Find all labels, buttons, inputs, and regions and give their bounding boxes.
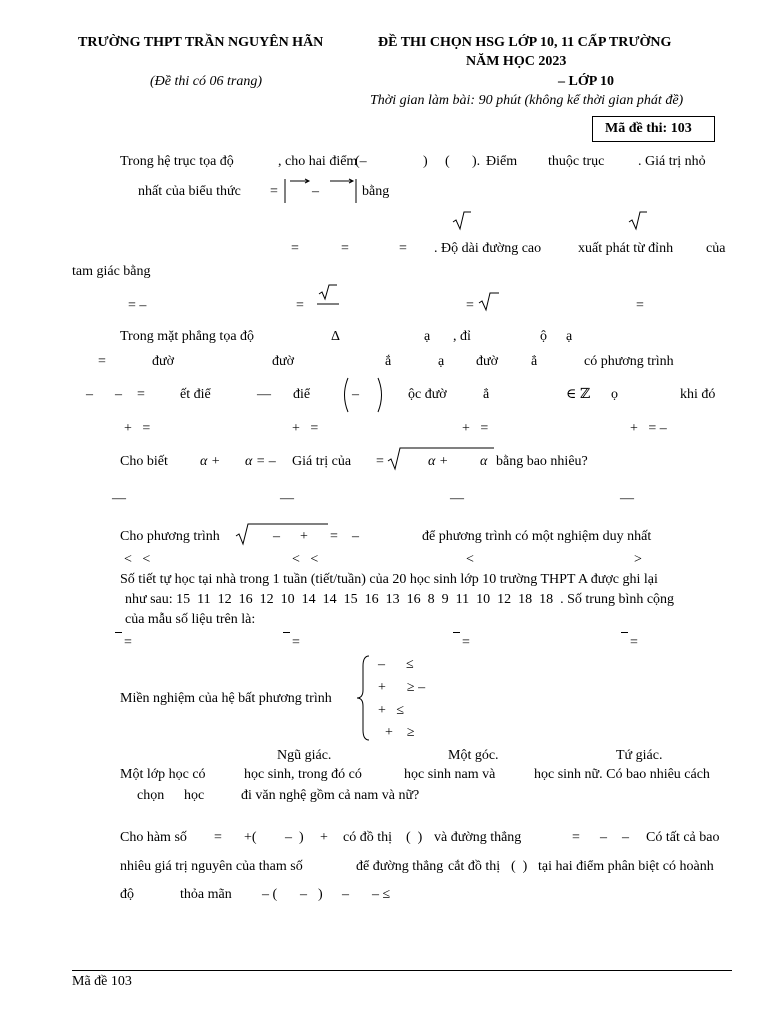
q3-math: Δ xyxy=(331,329,341,344)
q4-option-c: — xyxy=(450,491,464,506)
q5-math: = xyxy=(330,529,338,544)
sqrt-symbol xyxy=(234,522,330,546)
q9-math: – ( xyxy=(262,887,278,902)
q3-option-d: + = – xyxy=(630,421,667,436)
q8-text: học sinh nam và xyxy=(404,767,496,782)
time-note: Thời gian làm bài: 90 phút (không kể thời gian phát đề) xyxy=(370,93,684,108)
q3-text: Trong mặt phẳng tọa độ xyxy=(120,329,255,344)
q7-option-c: Tứ giác. xyxy=(616,748,663,763)
q4-math: = xyxy=(376,454,384,469)
q9-text: có đồ thị xyxy=(343,830,392,845)
q1-math: ) xyxy=(423,154,428,169)
q9-text: để đường thẳng xyxy=(356,859,444,874)
q9-text: thỏa mãn xyxy=(180,887,232,902)
q2-text: . Độ dài đường cao xyxy=(434,241,542,256)
exam-code: Mã đề thi: 103 xyxy=(605,121,692,136)
q1-text: Trong hệ trục tọa độ xyxy=(120,154,234,169)
q8-text: Một lớp học có xyxy=(120,767,206,782)
q1-text: bằng xyxy=(362,184,390,199)
q9-math: – xyxy=(285,830,292,845)
q1-math: = xyxy=(270,184,278,199)
q9-math: ( ) xyxy=(511,859,528,874)
q7-option-b: Một góc. xyxy=(448,748,499,763)
q3-math: = xyxy=(98,354,106,369)
q1-text: nhất của biểu thức xyxy=(138,184,241,199)
q3-text: đườ xyxy=(272,354,294,369)
q9-math: – xyxy=(342,887,349,902)
q3-text: ạ xyxy=(424,329,431,344)
q1-text: , cho hai điểm xyxy=(278,154,358,169)
q7-inequality: + ≤ xyxy=(378,703,405,718)
exam-code-box xyxy=(592,116,715,142)
q6-text: Số tiết tự học tại nhà trong 1 tuần (tiết/tuần) của 20 học sinh lớp 10 trường THPT A được ghi lại xyxy=(120,572,658,587)
q2-text: xuất phát từ đỉnh xyxy=(578,241,674,256)
q2-math: = xyxy=(341,241,349,256)
q5-text: Cho phương trình xyxy=(120,529,220,544)
q8-text: học sinh nữ. Có bao nhiêu cách xyxy=(534,767,710,782)
q9-math: – xyxy=(300,887,307,902)
q4-math: α + xyxy=(200,454,221,469)
sqrt-symbol xyxy=(452,210,472,230)
q5-math: + xyxy=(300,529,308,544)
q3-text: , đỉ xyxy=(453,329,471,344)
q4-math: α + xyxy=(428,454,449,469)
q9-text: tại hai điểm phân biệt có hoành xyxy=(538,859,714,874)
q6-text: như sau: 15 11 12 16 12 10 14 14 15 16 13 16 8 9 11 10 12 18 18 . Số trung bình cộng xyxy=(125,592,675,607)
system-brace xyxy=(355,654,371,742)
q1-text: thuộc trục xyxy=(548,154,605,169)
q3-math: — xyxy=(257,387,271,402)
q7-option-a: Ngũ giác. xyxy=(277,748,332,763)
grade-label: – LỚP 10 xyxy=(558,74,615,89)
q7-inequality: + ≥ – xyxy=(378,680,426,695)
q9-math: – ≤ xyxy=(372,887,391,902)
q4-option-d: — xyxy=(620,491,634,506)
fraction-bar xyxy=(621,632,628,633)
q4-text: Cho biết xyxy=(120,454,168,469)
footer-rule xyxy=(72,970,732,971)
school-year: NĂM HỌC 2023 xyxy=(466,54,567,69)
q5-math: – xyxy=(273,529,280,544)
q5-option-c: < xyxy=(466,552,474,567)
q9-math: – xyxy=(600,830,607,845)
q7-inequality: – ≤ xyxy=(378,657,414,672)
q9-math: = xyxy=(572,830,580,845)
q6-option-a: = xyxy=(124,635,132,650)
q4-math: α = – xyxy=(245,454,276,469)
q3-math: – xyxy=(86,387,93,402)
q2-option-d: = xyxy=(636,298,644,313)
q6-option-d: = xyxy=(630,635,638,650)
q9-math: = xyxy=(214,830,222,845)
q2-option-c: = xyxy=(466,298,474,313)
q1-text: . Giá trị nhỏ xyxy=(638,154,706,169)
q3-text: có phương trình xyxy=(584,354,674,369)
q9-math: ) xyxy=(299,830,304,845)
q4-math: α xyxy=(480,454,488,469)
q2-option-a: = – xyxy=(128,298,147,313)
q9-math: – xyxy=(622,830,629,845)
exam-title: ĐỀ THI CHỌN HSG LỚP 10, 11 CẤP TRƯỜNG xyxy=(378,35,672,50)
q3-text: điể xyxy=(293,387,311,402)
q9-text: cắt đồ thị xyxy=(448,859,501,874)
q8-text: đi văn nghệ gồm cả nam và nữ? xyxy=(241,788,420,803)
q3-text: đườ xyxy=(152,354,174,369)
q9-math: + xyxy=(320,830,328,845)
q3-option-a: + = xyxy=(124,421,151,436)
q3-text: ộc đườ xyxy=(408,387,447,402)
footer-exam-code: Mã đề 103 xyxy=(72,974,132,989)
q1-text: Điểm xyxy=(486,154,518,169)
q3-text: ộ xyxy=(540,329,547,344)
q3-text: ắ xyxy=(385,354,392,369)
pages-note: (Đề thi có 06 trang) xyxy=(150,74,262,89)
q3-text: ạ xyxy=(566,329,573,344)
q4-option-a: — xyxy=(112,491,126,506)
sqrt-symbol xyxy=(628,210,648,230)
q3-text: ết điể xyxy=(180,387,211,402)
q9-text: Cho hàm số xyxy=(120,830,187,845)
q5-option-a: < < xyxy=(124,552,151,567)
sqrt-fraction xyxy=(309,284,339,314)
q5-option-d: > xyxy=(634,552,642,567)
sqrt-symbol xyxy=(478,290,500,312)
q3-text: ạ xyxy=(438,354,445,369)
q9-math: ( ) xyxy=(406,830,423,845)
q1-math: (– xyxy=(355,154,367,169)
q3-option-b: + = xyxy=(292,421,319,436)
q5-math: – xyxy=(352,529,359,544)
q4-text: bằng bao nhiêu? xyxy=(496,454,588,469)
big-parentheses xyxy=(340,376,386,414)
q3-text: khi đó xyxy=(680,387,716,402)
fraction-bar xyxy=(453,632,460,633)
q6-text: của mẫu số liệu trên là: xyxy=(125,612,256,627)
q3-text: đườ xyxy=(476,354,498,369)
q1-math: – xyxy=(312,184,319,199)
q2-text: tam giác bằng xyxy=(72,264,151,279)
q1-math: ). xyxy=(472,154,481,169)
q1-math: ( xyxy=(445,154,450,169)
q3-text: ẳ xyxy=(531,354,538,369)
vector-abs-bars xyxy=(282,177,360,205)
q2-option-b: = xyxy=(296,298,304,313)
q4-text: Giá trị của xyxy=(292,454,352,469)
q3-math: – xyxy=(115,387,122,402)
school-name: TRƯỜNG THPT TRẦN NGUYÊN HÃN xyxy=(78,35,324,50)
q3-text: ẳ xyxy=(483,387,490,402)
q2-math: = xyxy=(399,241,407,256)
q5-option-b: < < xyxy=(292,552,319,567)
q8-text: chọn xyxy=(137,788,165,803)
q3-option-c: + = xyxy=(462,421,489,436)
q9-math: +( xyxy=(244,830,257,845)
q9-text: Có tất cả bao xyxy=(646,830,720,845)
q3-math: ∈ ℤ xyxy=(566,387,591,402)
q7-text: Miền nghiệm của hệ bất phương trình xyxy=(120,691,332,706)
q9-text: độ xyxy=(120,887,134,902)
q4-option-b: — xyxy=(280,491,294,506)
q3-math: – xyxy=(352,387,359,402)
q7-inequality: + ≥ xyxy=(385,725,415,740)
q3-math: = xyxy=(137,387,145,402)
q9-text: và đường thẳng xyxy=(434,830,522,845)
q2-math: = xyxy=(291,241,299,256)
q5-text: để phương trình có một nghiệm duy nhất xyxy=(422,529,652,544)
q9-text: nhiêu giá trị nguyên của tham số xyxy=(120,859,303,874)
q2-text: của xyxy=(706,241,726,256)
q8-text: học xyxy=(184,788,205,803)
q8-text: học sinh, trong đó có xyxy=(244,767,362,782)
fraction-bar xyxy=(283,632,290,633)
q3-text: ọ xyxy=(611,387,618,402)
q6-option-c: = xyxy=(462,635,470,650)
fraction-bar xyxy=(115,632,122,633)
q9-math: ) xyxy=(318,887,323,902)
q6-option-b: = xyxy=(292,635,300,650)
